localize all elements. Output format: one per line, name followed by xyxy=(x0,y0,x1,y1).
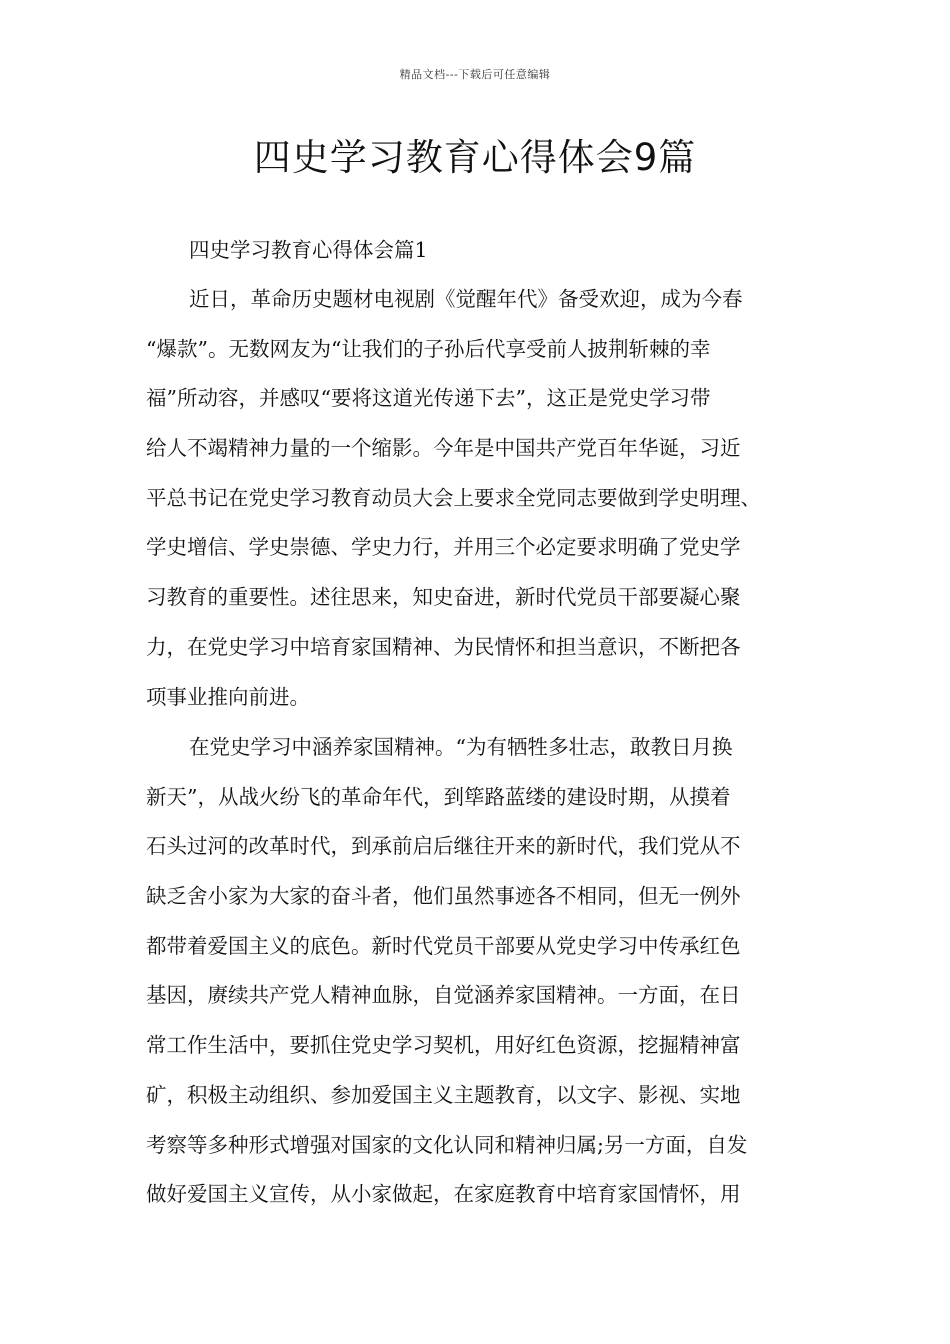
paragraph-line: 习教育的重要性。述往思来，知史奋进，新时代党员干部要凝心聚 xyxy=(146,585,741,610)
paragraph-line: 基因，赓续共产党人精神血脉，自觉涵养家国精神。一方面，在日 xyxy=(146,983,741,1008)
paragraph-line: 学史增信、学史崇德、学史力行，并用三个必定要求明确了党史学 xyxy=(146,535,741,560)
paragraph-line: 力，在党史学习中培育家国精神、为民情怀和担当意识，不断把各 xyxy=(146,634,741,659)
paragraph-line: 项事业推向前进。 xyxy=(146,684,310,709)
paragraph-line: 做好爱国主义宣传，从小家做起，在家庭教育中培育家国情怀，用 xyxy=(146,1182,741,1207)
running-header: 精品文档---下载后可任意编辑 xyxy=(399,68,551,81)
document-title: 四史学习教育心得体会9篇 xyxy=(253,136,697,179)
paragraph-line: 近日，革命历史题材电视剧《觉醒年代》备受欢迎，成为今春 xyxy=(189,287,743,311)
paragraph-line: 都带着爱国主义的底色。新时代党员干部要从党史学习中传承红色 xyxy=(146,933,741,958)
paragraph-line: 常工作生活中，要抓住党史学习契机，用好红色资源，挖掘精神富 xyxy=(146,1033,741,1058)
paragraph-line: “爆款”。无数网友为“让我们的子孙后代享受前人披荆斩棘的幸 xyxy=(146,336,711,361)
paragraph-line: 新天”，从战火纷飞的革命年代，到筚路蓝缕的建设时期，从摸着 xyxy=(146,784,731,809)
paragraph-2 xyxy=(146,733,747,1230)
paragraph-line: 给人不竭精神力量的一个缩影。今年是中国共产党百年华诞，习近 xyxy=(146,436,741,461)
paragraph-line: 在党史学习中涵养家国精神。“为有牺牲多壮志，敢教日月换 xyxy=(189,735,733,759)
paragraph-line: 福”所动容，并感叹“要将这道光传递下去”，这正是党史学习带 xyxy=(146,386,711,411)
paragraph-line: 缺乏舍小家为大家的奋斗者，他们虽然事迹各不相同，但无一例外 xyxy=(146,884,741,909)
section-heading: 四史学习教育心得体会篇1 xyxy=(189,238,428,262)
paragraph-line: 矿，积极主动组织、参加爱国主义主题教育，以文字、影视、实地 xyxy=(146,1082,741,1107)
paragraph-1 xyxy=(146,285,761,732)
paragraph-line: 石头过河的改革时代，到承前启后继往开来的新时代，我们党从不 xyxy=(146,834,741,859)
paragraph-line: 平总书记在党史学习教育动员大会上要求全党同志要做到学史明理、 xyxy=(146,485,761,510)
paragraph-line: 考察等多种形式增强对国家的文化认同和精神归属;另一方面，自发 xyxy=(146,1132,748,1157)
